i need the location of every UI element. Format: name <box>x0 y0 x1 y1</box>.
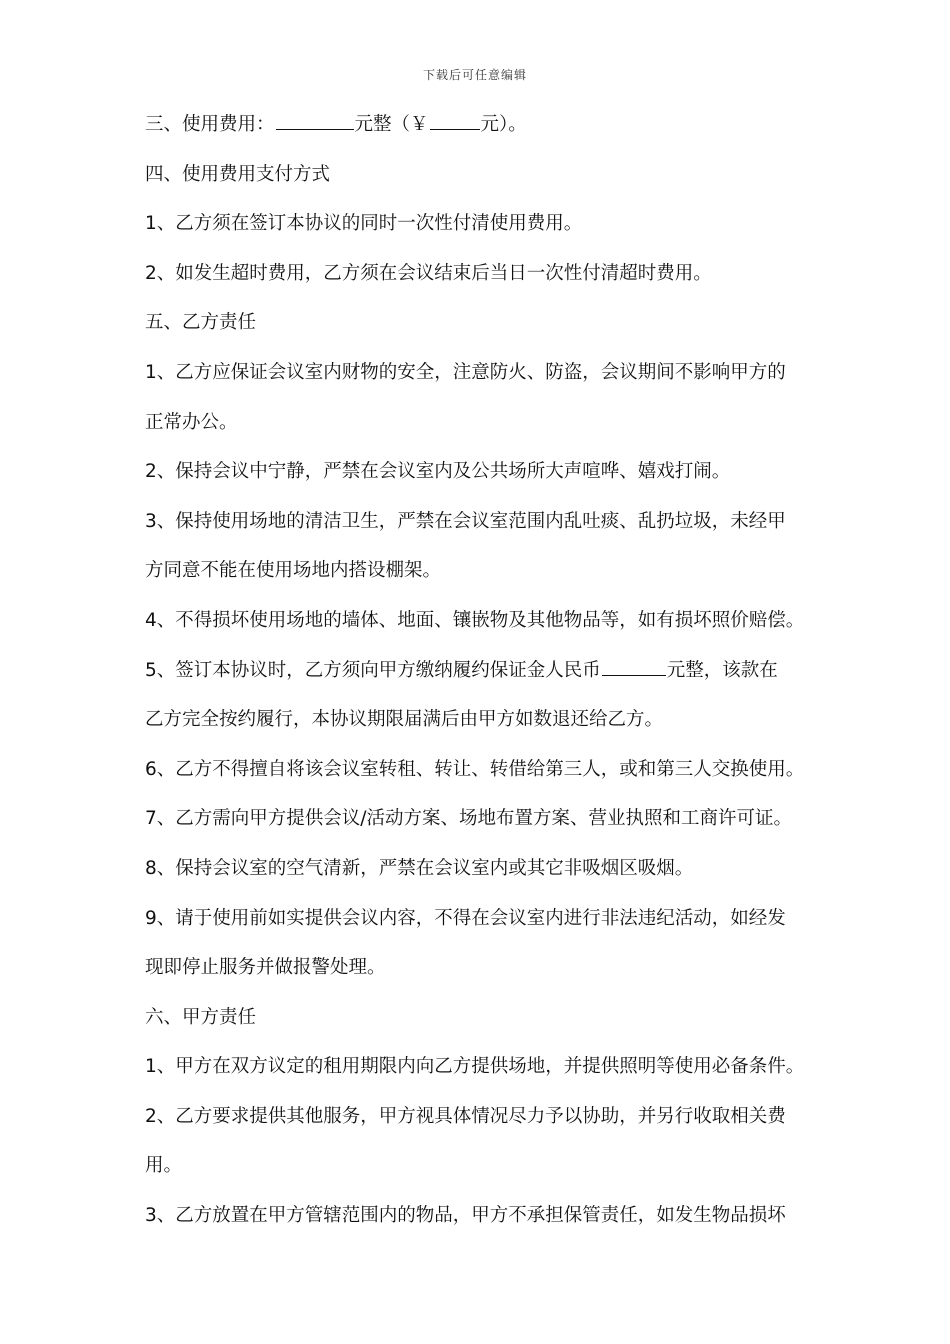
clause-line: 9、请于使用前如实提供会议内容，不得在会议室内进行非法违纪活动，如经发 <box>145 907 786 929</box>
fee-mid: 元整（￥ <box>354 114 429 135</box>
clause-line: 正常办公。 <box>145 411 238 433</box>
clause-line: 6、乙方不得擅自将该会议室转租、转让、转借给第三人，或和第三人交换使用。 <box>145 758 805 780</box>
clause-line: 用。 <box>145 1155 183 1177</box>
clause-line: 2、保持会议中宁静，严禁在会议室内及公共场所大声喧哗、嬉戏打闹。 <box>145 461 731 483</box>
clause-line: 现即停止服务并做报警处理。 <box>145 957 386 979</box>
deposit-amount-blank <box>602 655 666 675</box>
document-body <box>145 104 825 1245</box>
clause-line: 3、乙方放置在甲方管辖范围内的物品，甲方不承担保管责任，如发生物品损坏 <box>145 1205 786 1227</box>
fee-end: 元）。 <box>480 114 527 135</box>
clause-line: 方同意不能在使用场地内搭设棚架。 <box>145 560 442 582</box>
clause-line: 4、不得损坏使用场地的墙体、地面、镶嵌物及其他物品等，如有损坏照价赔偿。 <box>145 609 805 631</box>
clause-line: 8、保持会议室的空气清新，严禁在会议室内或其它非吸烟区吸烟。 <box>145 857 694 879</box>
clause-line: 2、乙方要求提供其他服务，甲方视具体情况尽力予以协助，并另行收取相关费 <box>145 1105 786 1127</box>
clause-line: 乙方完全按约履行，本协议期限届满后由甲方如数退还给乙方。 <box>145 709 664 731</box>
clause-line: 7、乙方需向甲方提供会议/活动方案、场地布置方案、营业执照和工商许可证。 <box>145 808 793 830</box>
fee-amount-blank <box>276 110 354 130</box>
clause-line: 3、保持使用场地的清洁卫生，严禁在会议室范围内乱吐痰、乱扔垃圾，未经甲 <box>145 510 786 532</box>
clause-line: 1、甲方在双方议定的租用期限内向乙方提供场地，并提供照明等使用必备条件。 <box>145 1056 805 1078</box>
section-heading-payment: 四、使用费用支付方式 <box>145 163 331 185</box>
deposit-text-before: 5、签订本协议时，乙方须向甲方缴纳履约保证金人民币 <box>145 659 601 681</box>
clause-line: 1、乙方须在签订本协议的同时一次性付清使用费用。 <box>145 213 583 235</box>
page-header-note: 下载后可任意编辑 <box>422 68 527 82</box>
fee-line <box>145 104 825 154</box>
section-heading-party-a: 六、甲方责任 <box>145 1006 257 1028</box>
section-heading-party-b: 五、乙方责任 <box>145 312 257 334</box>
deposit-line <box>145 650 825 700</box>
clause-line: 1、乙方应保证会议室内财物的安全，注意防火、防盗，会议期间不影响甲方的 <box>145 361 786 383</box>
clause-line: 2、如发生超时费用，乙方须在会议结束后当日一次性付清超时费用。 <box>145 262 712 284</box>
fee-yuan-blank <box>430 110 480 130</box>
deposit-text-after: 元整，该款在 <box>666 659 778 681</box>
fee-label: 三、使用费用： <box>145 114 275 135</box>
